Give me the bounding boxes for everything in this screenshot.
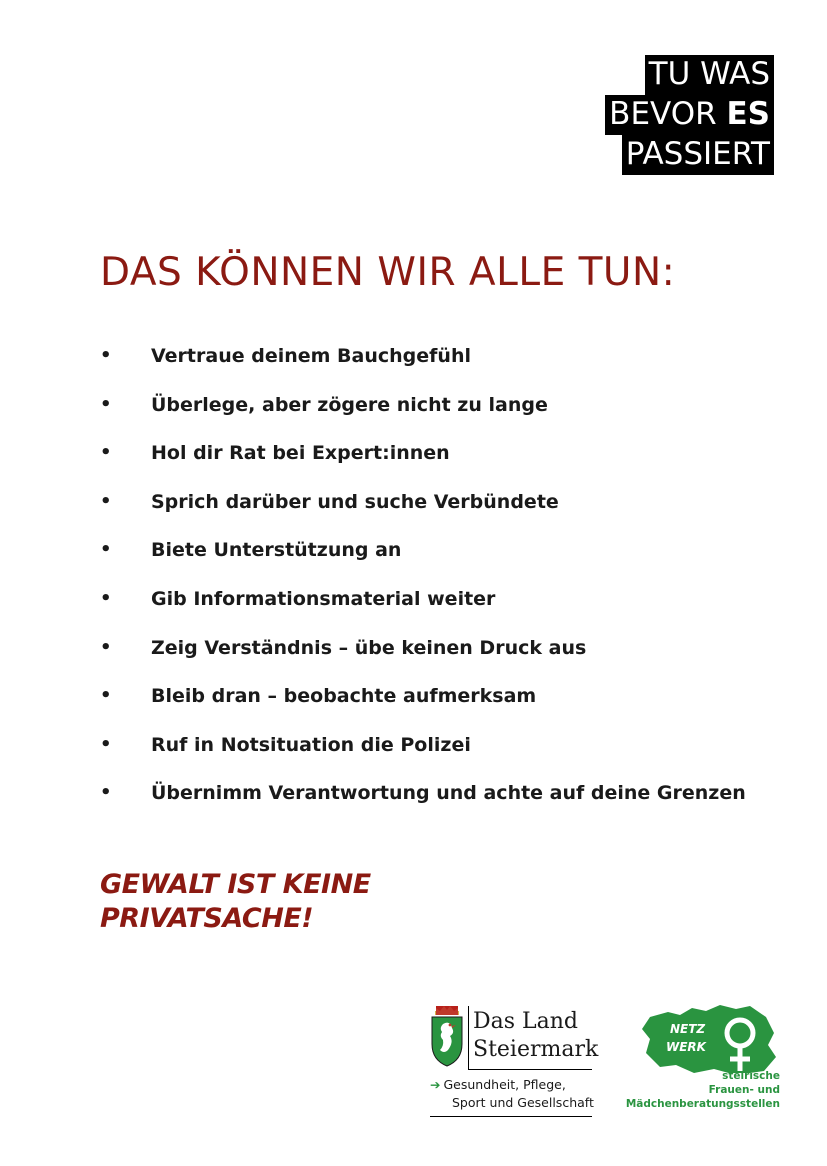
- slogan-line-2-bold: ES: [726, 96, 770, 132]
- netzwerk-word-1: NETZ: [670, 1022, 706, 1036]
- land-department-line-2: Sport und Gesellschaft: [452, 1095, 594, 1110]
- bullet-icon: •: [100, 345, 112, 366]
- arrow-right-icon: ➔: [430, 1077, 441, 1092]
- coat-of-arms-icon: [430, 1006, 464, 1068]
- list-item-text: Gib Informationsmaterial weiter: [151, 587, 496, 610]
- list-item: [100, 534, 746, 583]
- land-steiermark-logo: [430, 1006, 599, 1118]
- list-item-text: Sprich darüber und suche Verbündete: [151, 490, 559, 513]
- list-item: [100, 632, 746, 681]
- bullet-icon: •: [100, 442, 112, 464]
- netzwerk-word-2: WERK: [666, 1040, 706, 1054]
- land-underline: [430, 1116, 592, 1117]
- list-item-text: Zeig Verständnis – übe keinen Druck aus: [151, 636, 587, 659]
- bullet-icon: •: [100, 636, 112, 658]
- list-item: [100, 680, 746, 729]
- land-name-line-2: Steiermark: [473, 1037, 599, 1062]
- slogan-tu-was-bevor-es-passiert: [605, 55, 774, 175]
- list-item-text: Ruf in Notsituation die Polizei: [151, 733, 471, 756]
- bullet-icon: •: [100, 539, 112, 561]
- bullet-icon: •: [100, 685, 112, 707]
- bullet-icon: •: [100, 782, 112, 804]
- bullet-icon: •: [100, 733, 112, 755]
- slogan-line-2: [605, 95, 774, 135]
- list-item: [100, 389, 746, 438]
- list-item-text: Hol dir Rat bei Expert:innen: [151, 442, 450, 465]
- claim-line-1: GEWALT IST KEINE: [100, 869, 371, 900]
- netzwerk-subtitle-line-2: Frauen- und: [708, 1084, 780, 1096]
- land-department: [430, 1076, 594, 1112]
- netzwerk-subtitle-line-3: Mädchenberatungsstellen: [625, 1098, 780, 1110]
- list-item: [100, 777, 746, 826]
- netzwerk-subtitle: [620, 1069, 780, 1111]
- claim: [100, 868, 371, 936]
- page-headline: DAS KÖNNEN WIR ALLE TUN:: [100, 250, 676, 295]
- netzwerk-subtitle-line-1: steirische: [722, 1070, 780, 1082]
- list-item: [100, 437, 746, 486]
- land-name-box: [468, 1006, 599, 1070]
- netzwerk-logo: [625, 1003, 782, 1115]
- claim-line-2: PRIVATSACHE!: [100, 903, 314, 934]
- list-item: [100, 583, 746, 632]
- action-list: [100, 340, 746, 826]
- slogan-line-3: PASSIERT: [622, 135, 774, 175]
- bullet-icon: •: [100, 393, 112, 415]
- list-item: [100, 486, 746, 535]
- slogan-line-1: TU WAS: [645, 55, 774, 95]
- bullet-icon: •: [100, 587, 112, 609]
- bullet-icon: •: [100, 490, 112, 512]
- land-department-line-1: Gesundheit, Pflege,: [443, 1077, 566, 1092]
- netzwerk-map-icon: [640, 1003, 782, 1073]
- list-item: [100, 729, 746, 778]
- list-item-text: Übernimm Verantwortung und achte auf deine Grenzen: [151, 782, 746, 805]
- slogan-line-2-prefix: BEVOR: [609, 96, 727, 132]
- list-item: [100, 340, 746, 389]
- list-item-text: Vertraue deinem Bauchgefühl: [151, 345, 471, 367]
- land-name-line-1: Das Land: [473, 1009, 579, 1034]
- list-item-text: Überlege, aber zögere nicht zu lange: [151, 393, 548, 416]
- list-item-text: Biete Unterstützung an: [151, 539, 402, 562]
- list-item-text: Bleib dran – beobachte aufmerksam: [151, 685, 537, 708]
